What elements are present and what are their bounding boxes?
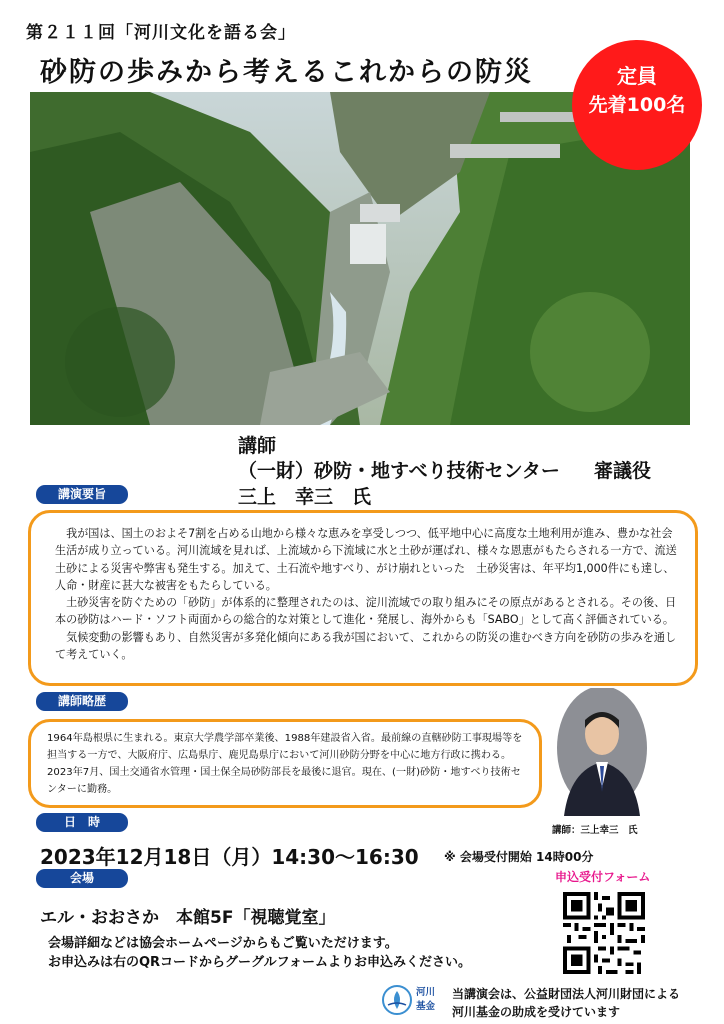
speaker-portrait [556,688,648,816]
summary-text [55,525,677,663]
venue-name: エル・おおさか 本館5F「視聴覚室」 [40,908,336,928]
page-title: 砂防の歩みから考えるこれからの防災 [40,57,533,88]
sponsor-note: 河川基金の助成を受けています [452,1005,621,1019]
speaker-label: 講師 [238,435,277,457]
qr-code-icon[interactable] [563,892,645,974]
profile-box [28,719,542,808]
speaker-organization: （一財）砂防・地すべり技術センター [238,460,560,482]
profile-tag: 講師略歴 [36,692,128,711]
venue-info: 会場詳細などは協会ホームページからもご覧いただけます。 [48,936,398,951]
summary-paragraph: 土砂災害を防ぐための「砂防」が体系的に整理されたのは、淀川流域での取り組みにその原点があるとされる。その後、日本の砂防はハード・ソフト両面からの総合的な対策として進化・発展し、海外からも「SABO」として高く評価されている。 [55,596,677,627]
capacity-label: 定員 [617,64,657,88]
summary-tag: 講演要旨 [36,485,128,504]
summary-box [28,510,698,686]
series-title: 第２１１回「河川文化を語る会」 [26,23,296,43]
date-tag: 日 時 [36,813,128,832]
summary-paragraph: 気候変動の影響もあり、自然災害が多発化傾向にある我が国において、これからの防災の進むべき方向を砂防の歩みを通して考えていく。 [55,630,677,662]
logo-line: 河川 [416,987,436,998]
speaker-role: 審議役 [594,460,652,482]
profile-text: 1964年島根県に生まれる。東京大学農学部卒業後、1988年建設省入省。最前線の直轄砂防工事現場等を担当する一方で、大阪府庁、広島県庁、鹿児島県庁において河川砂防分野を中心に地方行政に携わる。2023年7月、国土交通省水管理・国土保全局砂防部長を最後に退官。現在、(一財)砂防・地すべり技術センターに勤務。 [47,733,523,795]
speaker-name: 三上 幸三 氏 [238,486,372,508]
application-form-label: 申込受付フォーム [555,870,651,884]
sponsor-note: 当講演会は、公益財団法人河川財団による [452,987,681,1001]
capacity-value: 先着100名 [588,94,686,116]
venue-tag: 会場 [36,869,128,888]
portrait-caption: 講師：三上幸三 氏 [552,825,638,836]
capacity-badge [572,40,702,170]
logo-text [416,986,435,1014]
application-info: お申込みは右のQRコードからグーグルフォームよりお申込みください。 [48,955,472,970]
reception-note: ※ 会場受付開始 14時00分 [444,850,594,864]
logo-line: 基金 [416,1001,436,1012]
summary-paragraph: 我が国は、国土のおよそ7割を占める山地から様々な恵みを享受しつつ、低平地中心に高度な土地利用が進み、豊かな社会生活が成り立っている。河川流域を見れば、上流域から下流域に水と土砂が運ばれ、様々な恩恵がもたらされる一方で、流送土砂による災害や弊害も発生する。加えて、土石流や地すべり、がけ崩れといった 土砂災害は、年平均1,000件にも達し、人命・財産に甚大な被害をもたらしている。 [55,527,677,592]
river-fund-logo-icon [382,985,412,1015]
event-datetime: 2023年12月18日（月）14:30～16:30 [40,845,419,869]
